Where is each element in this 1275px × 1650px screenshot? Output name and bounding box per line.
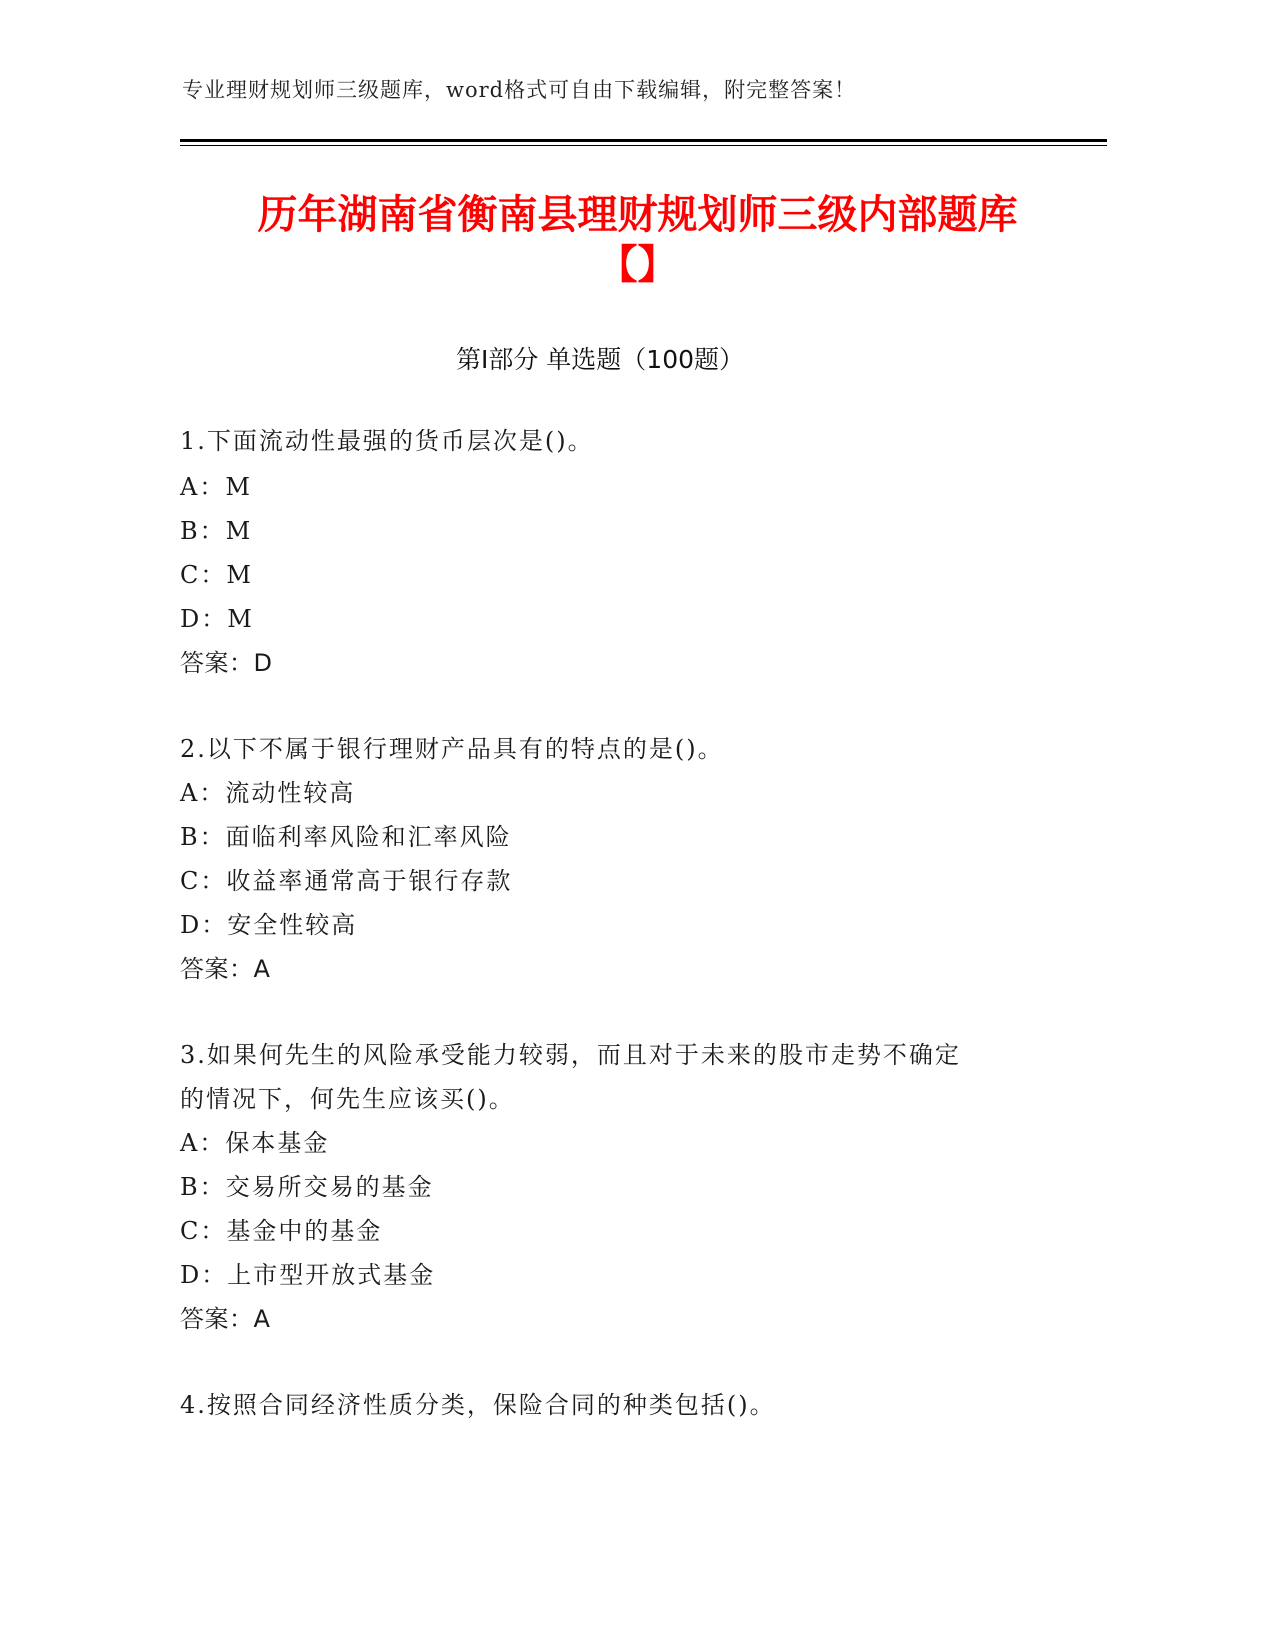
question-2-option-d: D：安全性较高 <box>180 911 358 939</box>
document-title: 历年湖南省衡南县理财规划师三级内部题库 <box>257 192 1018 238</box>
page-header-text: 专业理财规划师三级题库，word格式可自由下载编辑，附完整答案！ <box>182 78 857 102</box>
header-divider-thin <box>180 145 1107 146</box>
question-3-answer: 答案：A <box>180 1305 271 1333</box>
section-heading: 第Ⅰ部分 单选题（100题） <box>455 345 745 374</box>
question-3-option-d: D：上市型开放式基金 <box>180 1261 436 1289</box>
question-1-option-b: B：M <box>180 517 253 545</box>
question-1-option-c: C：M <box>180 561 253 589</box>
question-1-option-a: A：M <box>180 473 252 501</box>
question-2-option-a: A：流动性较高 <box>180 779 356 807</box>
question-2-answer: 答案：A <box>180 955 271 983</box>
question-3-stem-line-1: 3.如果何先生的风险承受能力较弱，而且对于未来的股市走势不确定 <box>180 1041 961 1069</box>
question-2-option-b: B：面临利率风险和汇率风险 <box>180 823 512 851</box>
question-3-stem-line-2: 的情况下，何先生应该买()。 <box>180 1085 515 1113</box>
question-2-stem: 2.以下不属于银行理财产品具有的特点的是()。 <box>180 735 724 763</box>
header-divider-thick <box>180 139 1107 142</box>
document-title-brackets: 【】 <box>597 242 678 288</box>
question-1-answer: 答案：D <box>180 649 273 677</box>
question-3-option-c: C：基金中的基金 <box>180 1217 383 1245</box>
question-3-option-b: B：交易所交易的基金 <box>180 1173 434 1201</box>
question-3-option-a: A：保本基金 <box>180 1129 330 1157</box>
question-2-option-c: C：收益率通常高于银行存款 <box>180 867 513 895</box>
question-4-stem: 4.按照合同经济性质分类，保险合同的种类包括()。 <box>180 1391 776 1419</box>
question-1-option-d: D：M <box>180 605 254 633</box>
question-1-stem: 1.下面流动性最强的货币层次是()。 <box>180 427 594 455</box>
